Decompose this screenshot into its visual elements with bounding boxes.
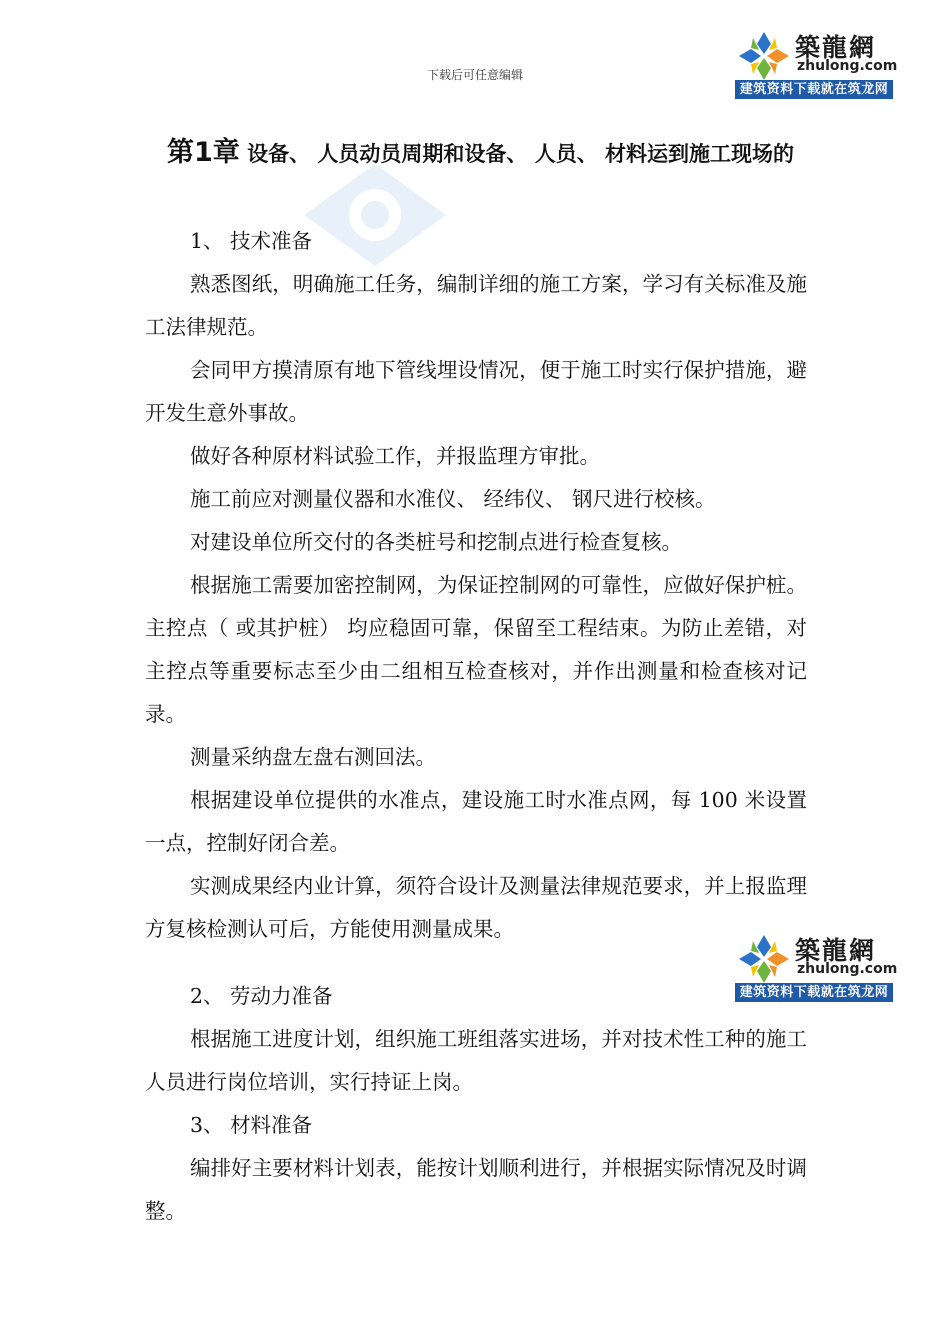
logo-slogan: 建筑资料下载就在筑龙网 [735, 983, 893, 1002]
paragraph: 会同甲方摸清原有地下管线埋设情况，便于施工时实行保护措施，避开发生意外事故。 [145, 358, 807, 425]
paragraph: 做好各种原材料试验工作，并报监理方审批。 [190, 444, 600, 468]
zhulong-logo-top [735, 26, 898, 102]
chapter-number: 第1章 [167, 137, 240, 168]
header-note: 下载后可任意编辑 [426, 68, 523, 82]
paragraph: 施工前应对测量仪器和水准仪、 经纬仪、 钢尺进行校核。 [190, 487, 716, 511]
logo-name-en: zhulong.com [797, 58, 898, 74]
chapter-title [145, 124, 815, 183]
paragraph: 根据施工需要加密控制网，为保证控制网的可靠性，应做好保护桩。主控点（ 或其护桩） 均应稳固可靠，保留至工程结束。为防止差错，对主控点等重要标志至少由二组相互检查核对，并作出测量和检查核对记录。 [145, 573, 807, 726]
paragraph: 测量采纳盘左盘右测回法。 [190, 745, 436, 769]
chapter-title-text: 设备、 人员动员周期和设备、 人员、 材料运到施工现场的 [247, 142, 795, 166]
zhulong-emblem-icon [735, 30, 793, 82]
paragraph: 根据建设单位提供的水准点，建设施工时水准点网，每 100 米设置一点，控制好闭合差。 [145, 788, 807, 855]
document-body [145, 220, 807, 1233]
logo-slogan: 建筑资料下载就在筑龙网 [735, 80, 893, 99]
logo-name-cn: 築龍網 [795, 33, 877, 62]
section-heading: 1、 技术准备 [190, 229, 313, 253]
logo-name-en: zhulong.com [797, 961, 898, 977]
paragraph: 熟悉图纸，明确施工任务，编制详细的施工方案，学习有关标准及施工法律规范。 [145, 272, 807, 339]
paragraph: 对建设单位所交付的各类桩号和挖制点进行检查复核。 [190, 530, 682, 554]
paragraph: 编排好主要材料计划表，能按计划顺利进行，并根据实际情况及时调整。 [145, 1156, 807, 1223]
logo-name-cn: 築龍網 [795, 936, 877, 965]
paragraph: 实测成果经内业计算，须符合设计及测量法律规范要求，并上报监理方复核检测认可后，方能使用测量成果。 [145, 874, 807, 941]
section-heading: 3、 材料准备 [190, 1113, 313, 1137]
section-gap [145, 951, 807, 975]
section-heading: 2、 劳动力准备 [190, 984, 333, 1008]
paragraph: 根据施工进度计划，组织施工班组落实进场，并对技术性工种的施工人员进行岗位培训，实行持证上岗。 [145, 1027, 807, 1094]
